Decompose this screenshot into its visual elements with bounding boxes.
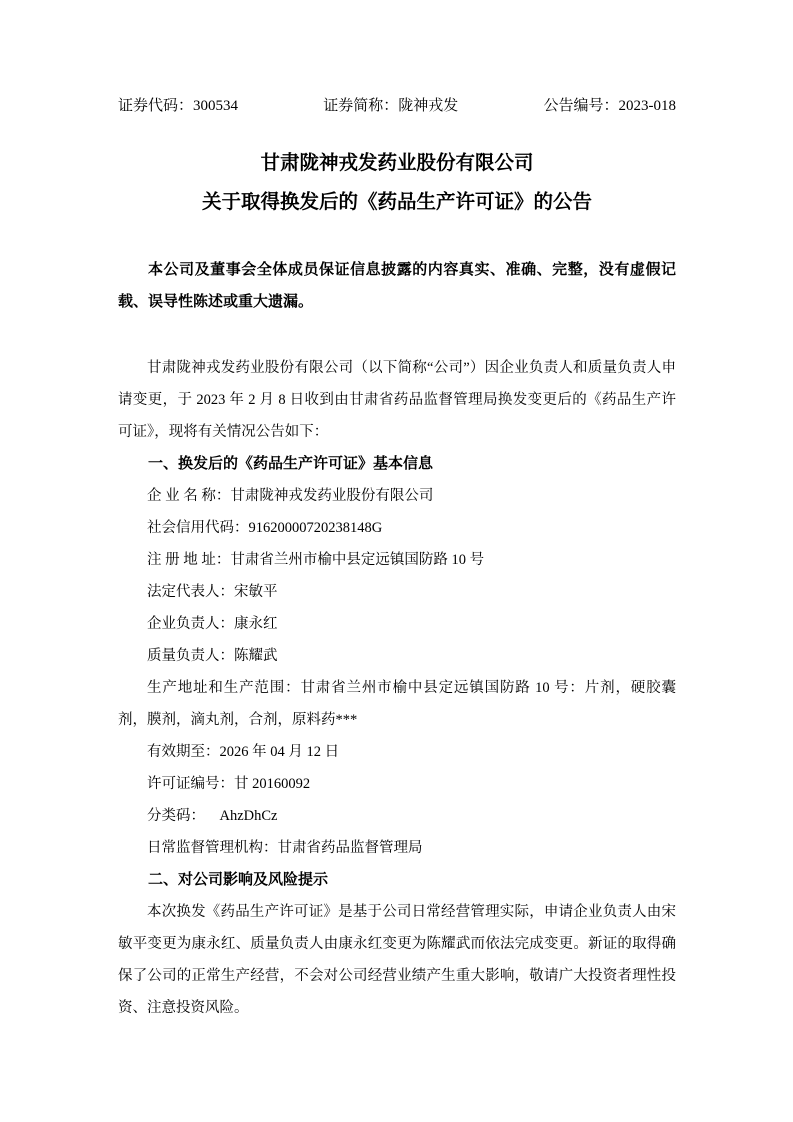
license-info-valid-until: 有效期至：2026 年 04 月 12 日 [147,744,340,760]
document-header [118,94,676,118]
stock-code: 证券代码：300534 [118,98,239,114]
announcement-title: 关于取得换发后的《药品生产许可证》的公告 [201,192,592,213]
pledge-paragraph: 本公司及董事会全体成员保证信息披露的内容真实、准确、完整，没有虚假记载、误导性陈述或重大遗漏。 [118,262,676,310]
license-info-license-number: 许可证编号：甘 20160092 [147,776,311,792]
section1-heading: 一、换发后的《药品生产许可证》基本信息 [148,456,434,472]
license-info-company-name: 企 业 名 称：甘肃陇神戎发药业股份有限公司 [147,488,434,504]
section2-heading: 二、对公司影响及风险提示 [148,872,329,888]
impact-paragraph: 本次换发《药品生产许可证》是基于公司日常经营管理实际，申请企业负责人由宋敏平变更为康永红、质量负责人由康永红变更为陈耀武而依法完成变更。新证的取得确保了公司的正常生产经营，不会对公司经营业绩产生重大影响，敬请广大投资者理性投资、注意投资风险。 [118,904,676,1016]
license-info-supervisory-authority: 日常监督管理机构：甘肃省药品监督管理局 [147,840,423,856]
license-info-quality-head: 质量负责人：陈耀武 [147,648,278,664]
stock-abbreviation: 证券简称：陇神戎发 [323,98,459,114]
license-info-registered-address: 注 册 地 址：甘肃省兰州市榆中县定远镇国防路 10 号 [147,552,485,568]
intro-paragraph: 甘肃陇神戎发药业股份有限公司（以下简称“公司”）因企业负责人和质量负责人申请变更，于 2023 年 2 月 8 日收到由甘肃省药品监督管理局换发变更后的《药品生产许可证》，现将有关情况公告如下： [118,360,676,440]
announcement-number: 公告编号：2023-018 [543,98,676,114]
company-title: 甘肃陇神戎发药业股份有限公司 [260,153,534,174]
license-info-legal-representative: 法定代表人：宋敏平 [147,584,278,600]
license-info-classification-code: 分类码： AhzDhCz [147,808,278,824]
license-info-enterprise-head: 企业负责人：康永红 [147,616,278,632]
title-block [118,144,676,222]
license-info-credit-code: 社会信用代码：91620000720238148G [147,520,383,536]
license-info-production-scope: 生产地址和生产范围：甘肃省兰州市榆中县定远镇国防路 10 号：片剂，硬胶囊剂，膜剂，滴丸剂，合剂，原料药*** [118,680,676,728]
